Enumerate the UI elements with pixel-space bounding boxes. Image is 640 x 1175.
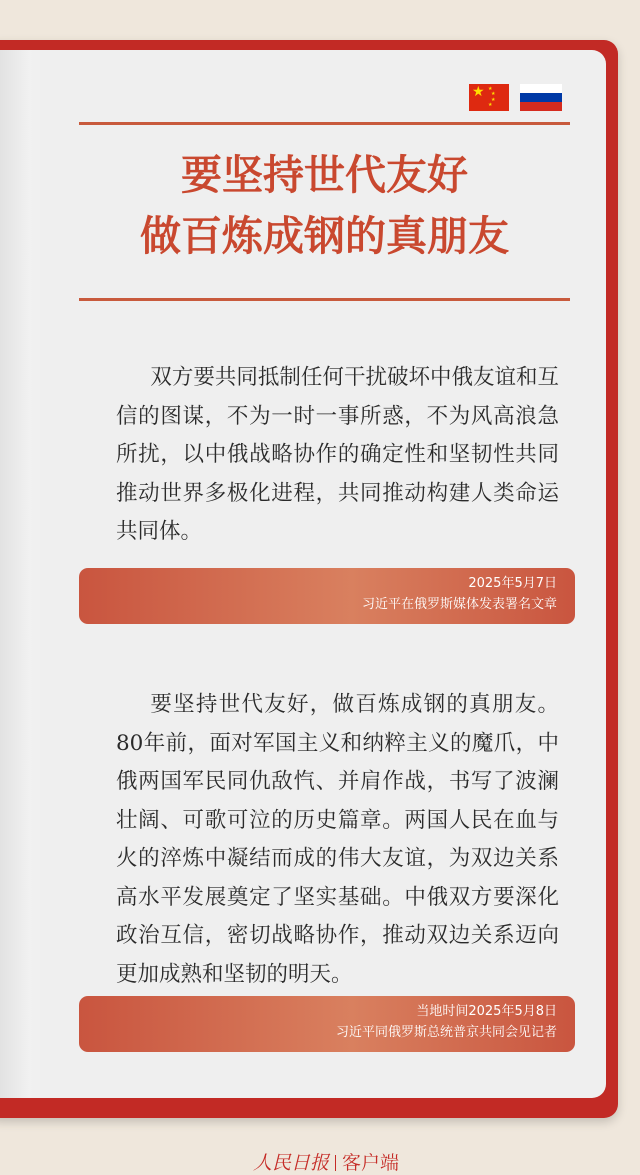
footer-logo	[253, 1148, 399, 1175]
russia-flag-icon	[520, 84, 562, 111]
source-text-1: 习近平在俄罗斯媒体发表署名文章	[361, 597, 557, 612]
footer-label: 客户端	[342, 1152, 400, 1174]
page-title-line-1: 要坚持世代友好	[181, 151, 468, 199]
source-banner-2	[79, 996, 575, 1052]
source-text-2: 习近平同俄罗斯总统普京共同会见记者	[335, 1025, 557, 1040]
page-spine-shadow	[0, 50, 42, 1098]
source-date-1: 2025年5月7日	[468, 576, 557, 591]
title-rule-top	[79, 122, 570, 125]
quote-paragraph-2: 要坚持世代友好，做百炼成钢的真朋友。80年前，面对军国主义和纳粹主义的魔爪，中俄两国军民同仇敌忾、并肩作战，书写了波澜壮阔、可歌可泣的历史篇章。两国人民在血与火的淬炼中凝结而成的伟大友谊，为双边关系高水平发展奠定了坚实基础。中俄双方要深化政治互信，密切战略协作，推动双边关系迈向更加成熟和坚韧的明天。	[116, 692, 559, 987]
footer-logo-text: 人民日报	[253, 1152, 330, 1174]
page-title-line-2: 做百炼成钢的真朋友	[140, 212, 509, 260]
quote-paragraph-1: 双方要共同抵制任何干扰破坏中俄友谊和互信的图谋，不为一时一事所惑，不为风高浪急所扰，以中俄战略协作的确定性和坚韧性共同推动世界多极化进程，共同推动构建人类命运共同体。	[116, 365, 559, 544]
source-date-2: 当地时间2025年5月8日	[416, 1004, 557, 1019]
china-flag-icon: ★ ★ ★ ★ ★	[469, 84, 509, 111]
source-banner-1	[79, 568, 575, 624]
title-rule-bottom	[79, 298, 570, 301]
